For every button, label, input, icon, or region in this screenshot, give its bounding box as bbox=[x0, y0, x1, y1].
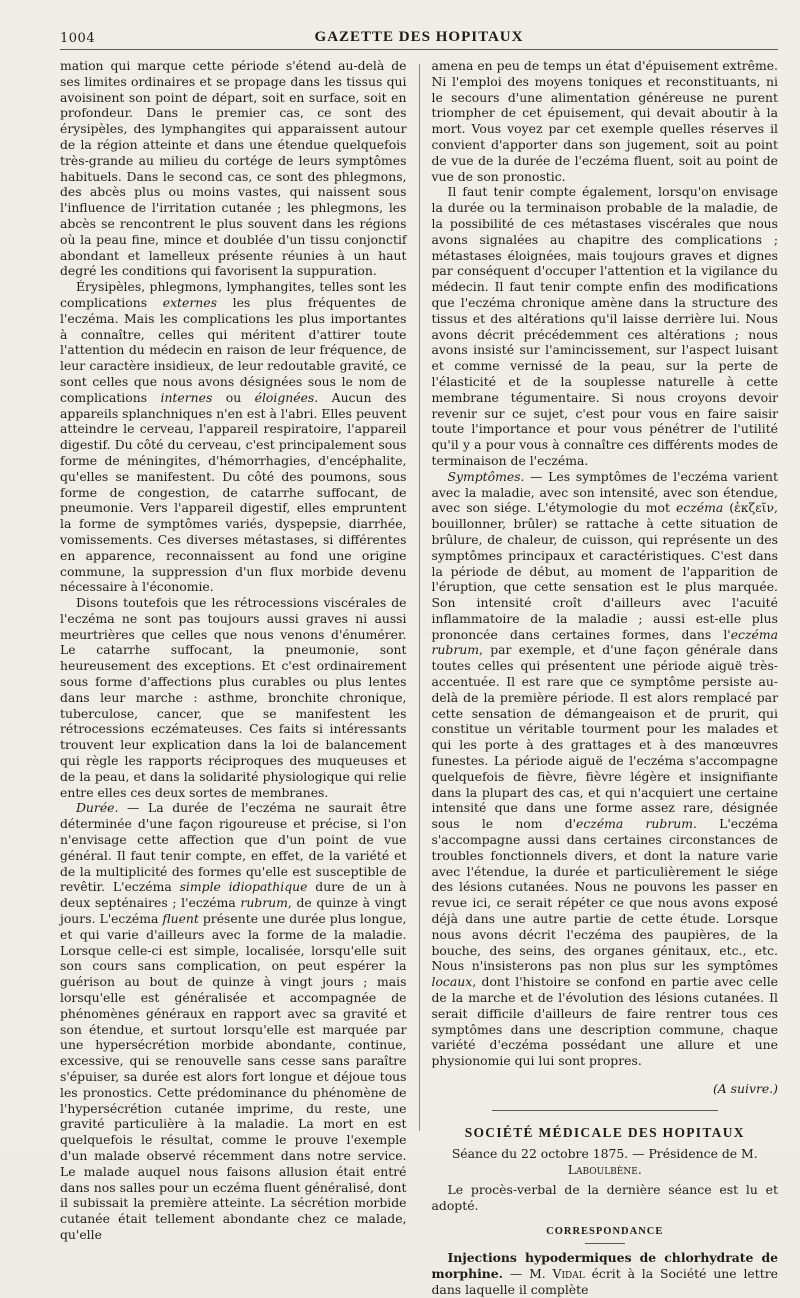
paragraph-complications: Érysipèles, phlegmons, lymphangites, telles sont les complications externes les plus fréquentes de l'eczéma. Mais les complications les plus importantes à connaître, celles qui méritent d'attirer toute l'attention du médecin en raison de leur fréquence, de leur caractère insidieux, de leur redoutable gravité, ce sont celles que nous avons désignées sous le nom de complications internes ou éloignées. Aucun des appareils splanchniques n'en est à l'abri. Elles peuvent atteindre le cerveau, l'appareil respiratoire, l'appareil digestif. Du côté du cerveau, c'est principalement sous forme de méningites, d'hémorrhagies, d'encéphalite, qu'elles se manifestent. Du côté des poumons, sous forme de congestion, de catarrhe suffocant, de pneumonie. Vers l'appareil digestif, elles empruntent la forme de symptômes variés, dyspepsie, diarrhée, vomissements. Ces diverses métastases, si différentes en apparence, reconnaissent au fond une origine commune, la suppression d'un flux morbide devenu nécessaire à l'économie. bbox=[60, 279, 407, 595]
emphasis: eczéma bbox=[675, 500, 724, 516]
text-columns bbox=[60, 58, 779, 1297]
paragraph-symptomes: Symptômes. — Les symptômes de l'eczéma varient avec la maladie, avec son intensité, avec son étendue, avec son siége. L'étymologie du mot eczéma (ἐκζεῖν, bouillonner, brûler) se rattache à cette situation de brûlure, de chaleur, de cuisson, qui représente un des symptômes principaux et caractéristiques. C'est dans la période de début, au moment de l'apparition de l'éruption, que cette sensation est le plus marquée. Son intensité croît d'ailleurs avec l'acuité inflammatoire de la maladie ; aussi est-elle plus prononcée dans certaines formes, dans l'eczéma rubrum, par exemple, et d'une façon générale dans toutes celles qui présentent une période aiguë très-accentuée. Il est rare que ce symptôme persiste au-delà de la première période. Il est alors remplacé par cette sensation de démangeaison et de prurit, qui constitue un véritable tourment pour les malades et qui les porte à des grattages et à des manœuvres funestes. La période aiguë de l'eczéma s'accompagne quelquefois de fièvre, fièvre légère et insignifiante dans la plupart des cas, et qui n'acquiert une certaine intensité que dans une forme assez rare, désignée sous le nom d'eczéma rubrum. L'eczéma s'accompagne aussi dans certaines circonstances de troubles fonctionnels divers, et dont la nature varie avec l'étendue, la durée et particulièrement le siége des lésions cutanées. Nous ne pouvons les passer en revue ici, ce serait répéter ce que nous avons exposé déjà dans une autre partie de cette étude. Lorsque nous avons décrit l'eczéma des paupières, de la bouche, des seins, des organes génitaux, etc., etc. Nous n'insisterons pas non plus sur les symptômes locaux, dont l'histoire se confond en partie avec celle de la marche et de l'évolution des lésions cutanées. Il serait difficile d'ailleurs de faire rentrer tous ces symptômes dans une description commune, chaque variété d'eczéma possédant une allure et une physionomie qui lui sont propres. bbox=[431, 468, 779, 1069]
page-header bbox=[60, 26, 778, 50]
left-column bbox=[60, 58, 407, 1242]
paragraph-duree: Durée. — La durée de l'eczéma ne saurait être déterminée d'une façon rigoureuse et précise, si l'on n'envisage cette affection que d'un point de vue général. Il faut tenir compte, en effet, de la variété et de la multiplicité des formes qu'elle est susceptible de revêtir. L'eczéma simple idiopathique dure de un à deux septénaires ; l'eczéma rubrum, de quinze à vingt jours. L'eczéma fluent présente une durée plus longue, et qui varie d'ailleurs avec la forme de la maladie. Lorsque celle-ci est simple, localisée, lorsqu'elle suit son cours sans complication, on peut espérer la guérison au bout de quinze à vingt jours ; mais lorsqu'elle est généralisée et accompagnée de phénomènes généraux en rapport avec sa gravité et son étendue, et surtout lorsqu'elle est marquée par une hypersécrétion morbide abondante, continue, excessive, qui se renouvelle sans cesse sans paraître s'épuiser, sa durée est alors fort longue et déjoue tous les pronostics. Cette prédominance du phénomène de l'hypersécrétion cutanée imprime, du reste, une gravité particulière à la maladie. La mort en est quelquefois le résultat, comme le prouve l'exemple d'un malade observé récemment dans notre service. Le malade auquel nous faisons allusion était entré dans nos salles pour un eczéma fluent généralisé, dont il subissait la première atteinte. La sécrétion morbide cutanée était tellement abondante chez ce malade, qu'elle bbox=[60, 800, 407, 1242]
short-divider bbox=[585, 1243, 625, 1244]
paragraph: mation qui marque cette période s'étend au-delà de ses limites ordinaires et se propage dans les tissus qui avoisinent son point de départ, soit en surface, soit en profondeur. Dans le premier cas, ce sont des érysipèles, des lymphangites qui apparaissent autour de la région atteinte et dans une étendue quelquefois très-grande au milieu du cortége de leurs symptômes habituels. Dans le second cas, ce sont des phlegmons, des abcès plus ou moins vastes, qui naissent sous l'influence de l'irritation cutanée ; les phlegmons, les abcès se rencontrent le plus souvent dans les régions où la peau fine, mince et doublée d'un tissu conjonctif abondant et lamelleux présente réunies à un haut degré les conditions qui favorisent la suppuration. bbox=[60, 58, 407, 279]
right-column bbox=[431, 58, 779, 1297]
emphasis: externes bbox=[162, 294, 217, 310]
section-lead: Durée. bbox=[76, 800, 119, 816]
continued-note: (A suivre.) bbox=[712, 1081, 778, 1097]
minutes-line: Le procès-verbal de la dernière séance est lu et adopté. bbox=[431, 1181, 778, 1213]
emphasis: éloignées bbox=[254, 389, 315, 405]
section-divider bbox=[492, 1110, 719, 1111]
emphasis: rubrum bbox=[240, 895, 288, 911]
paragraph: amena en peu de temps un état d'épuisement extrême. Ni l'emploi des moyens toniques et reconstituants, ni le secours d'une alimentation généreuse ne purent triompher de cet épuisement, qui devait aboutir à la mort. Vous voyez par cet exemple quelles réserves il convient d'apporter dans son jugement, soit au point de vue de la durée de l'eczéma fluent, soit au point de vue de son pronostic. bbox=[431, 58, 778, 184]
injections-paragraph: Injections hypodermiques de chlorhydrate de morphine. — M. Vidal écrit à la Société une lettre dans laquelle il complète bbox=[431, 1250, 778, 1297]
correspondence-title: CORRESPONDANCE bbox=[546, 1225, 664, 1237]
page-number: 1004 bbox=[60, 31, 96, 46]
journal-title: GAZETTE DES HOPITAUX bbox=[314, 29, 524, 45]
session-line: Séance du 22 octobre 1875. — Présidence de M. Laboulbène. bbox=[451, 1146, 758, 1178]
emphasis: fluent bbox=[162, 911, 199, 927]
paragraph: Disons toutefois que les rétrocessions viscérales de l'eczéma ne sont pas toujours aussi graves ni aussi meurtrières que celles que nous venons d'énumérer. Le catarrhe suffocant, la pneumonie, sont heureusement des exceptions. Et c'est ordinairement sous forme d'affections plus curables ou plus lentes dans leur marche : asthme, bronchite chronique, tuberculose, cancer, que se manifestent les rétrocessions eczémateuses. Ces faits si intéressants trouvent leur explication dans la loi de balancement qui règle les rapports réciproques des muqueuses et de la peau, et dans la solidarité physiologique qui relie entre elles ces deux sortes de membranes. bbox=[60, 595, 407, 800]
paragraph: Il faut tenir compte également, lorsqu'on envisage la durée ou la terminaison probable de la maladie, de la possibilité de ces métastases viscérales que nous avons signalées au chapitre des complications ; métastases éloignées, mais toujours graves et dignes par conséquent d'occuper l'attention et la vigilance du médecin. Il faut tenir compte enfin des modifications que l'eczéma chronique amène dans la structure des tissus et des altérations qu'il laisse derrière lui. Nous avons décrit précédemment ces altérations ; nous avons insisté sur l'amincissement, sur l'aspect luisant et comme vernissé de la peau, sur la perte de l'élasticité et de la souplesse naturelle à cette membrane tégumentaire. Si nous croyons devoir revenir sur ce sujet, c'est pour vous en faire saisir toute l'importance et pour vous pénétrer de l'utilité qu'il y a pour vous à connaître ces différents modes de terminaison de l'eczéma. bbox=[431, 184, 778, 468]
emphasis: simple idiopathique bbox=[179, 879, 308, 895]
column-divider bbox=[419, 64, 420, 1131]
author-name: Vidal bbox=[552, 1266, 585, 1282]
emphasis: internes bbox=[160, 389, 213, 405]
emphasis: eczéma rubrum bbox=[431, 626, 778, 658]
section-title: SOCIÉTÉ MÉDICALE DES HOPITAUX bbox=[464, 1124, 745, 1140]
emphasis: locaux bbox=[431, 974, 473, 990]
president-name: Laboulbène bbox=[567, 1162, 638, 1178]
injections-title: Injections hypodermiques de chlorhydrate de morphine. bbox=[431, 1250, 778, 1282]
emphasis: eczéma rubrum bbox=[576, 816, 693, 832]
section-lead: Symptômes. bbox=[447, 468, 525, 484]
